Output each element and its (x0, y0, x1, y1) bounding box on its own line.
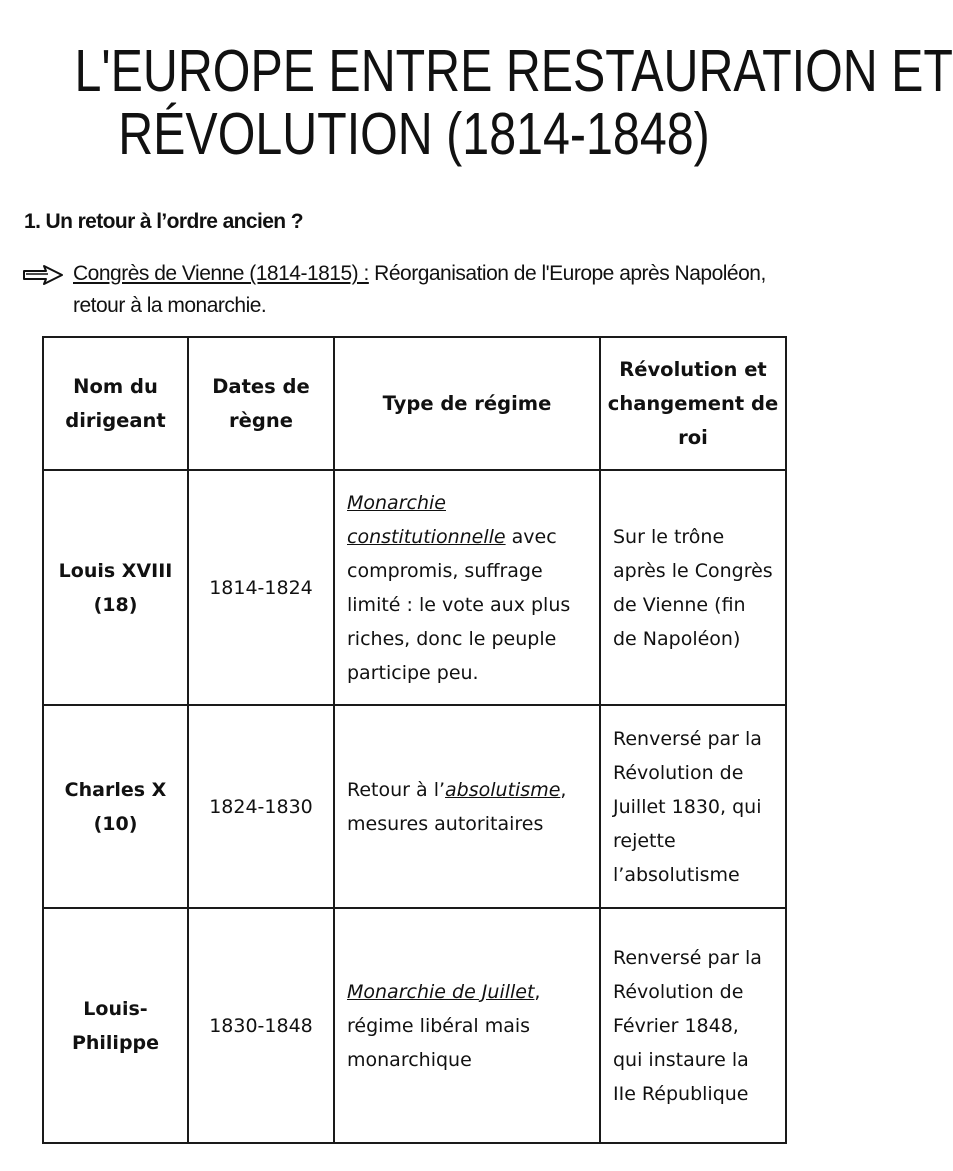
table-header-row (43, 337, 786, 470)
header-type: Type de régime (334, 337, 600, 470)
cell-name: Charles X (10) (43, 705, 188, 908)
cell-revolution: Sur le trône après le Congrès de Vienne (fin de Napoléon) (600, 470, 786, 705)
cell-dates: 1824-1830 (188, 705, 334, 908)
intro-text: Réorganisation de l'Europe après Napoléon, retour à la monarchie. (73, 262, 766, 317)
intro-paragraph (73, 258, 813, 322)
cell-regime (334, 908, 600, 1143)
cell-dates: 1830-1848 (188, 908, 334, 1143)
cell-name: Louis-Philippe (43, 908, 188, 1143)
cell-name: Louis XVIII (18) (43, 470, 188, 705)
regime-term: Monarchie constitutionnelle (347, 491, 506, 548)
regime-rest: avec compromis, suffrage limité : le vote aux plus riches, donc le peuple participe peu. (347, 525, 571, 684)
regime-rest: , mesures autoritaires (347, 778, 567, 835)
rulers-table (42, 336, 787, 1144)
regime-rest: , régime libéral mais monarchique (347, 980, 541, 1071)
table-row (43, 705, 786, 908)
regime-term: Monarchie de Juillet (347, 980, 535, 1003)
section-heading: 1. Un retour à l’ordre ancien ? (24, 210, 303, 233)
page-title (74, 38, 953, 167)
right-arrow-icon (22, 264, 64, 286)
intro-link: Congrès de Vienne (1814-1815) : (73, 262, 369, 285)
header-dates: Dates de règne (188, 337, 334, 470)
header-nom: Nom du dirigeant (43, 337, 188, 470)
cell-regime (334, 470, 600, 705)
regime-term: absolutisme (445, 778, 561, 801)
cell-dates: 1814-1824 (188, 470, 334, 705)
title-line-2: RÉVOLUTION (1814-1848) (118, 101, 710, 167)
cell-revolution: Renversé par la Révolution de Juillet 1830, qui rejette l’absolutisme (600, 705, 786, 908)
regime-pre: Retour à l’ (347, 778, 446, 801)
title-line-1: L'EUROPE ENTRE RESTAURATION ET (74, 38, 953, 104)
header-revolution: Révolution et changement de roi (600, 337, 786, 470)
cell-regime (334, 705, 600, 908)
table-row (43, 908, 786, 1143)
table-row (43, 470, 786, 705)
cell-revolution: Renversé par la Révolution de Février 1848, qui instaure la IIe République (600, 908, 786, 1143)
